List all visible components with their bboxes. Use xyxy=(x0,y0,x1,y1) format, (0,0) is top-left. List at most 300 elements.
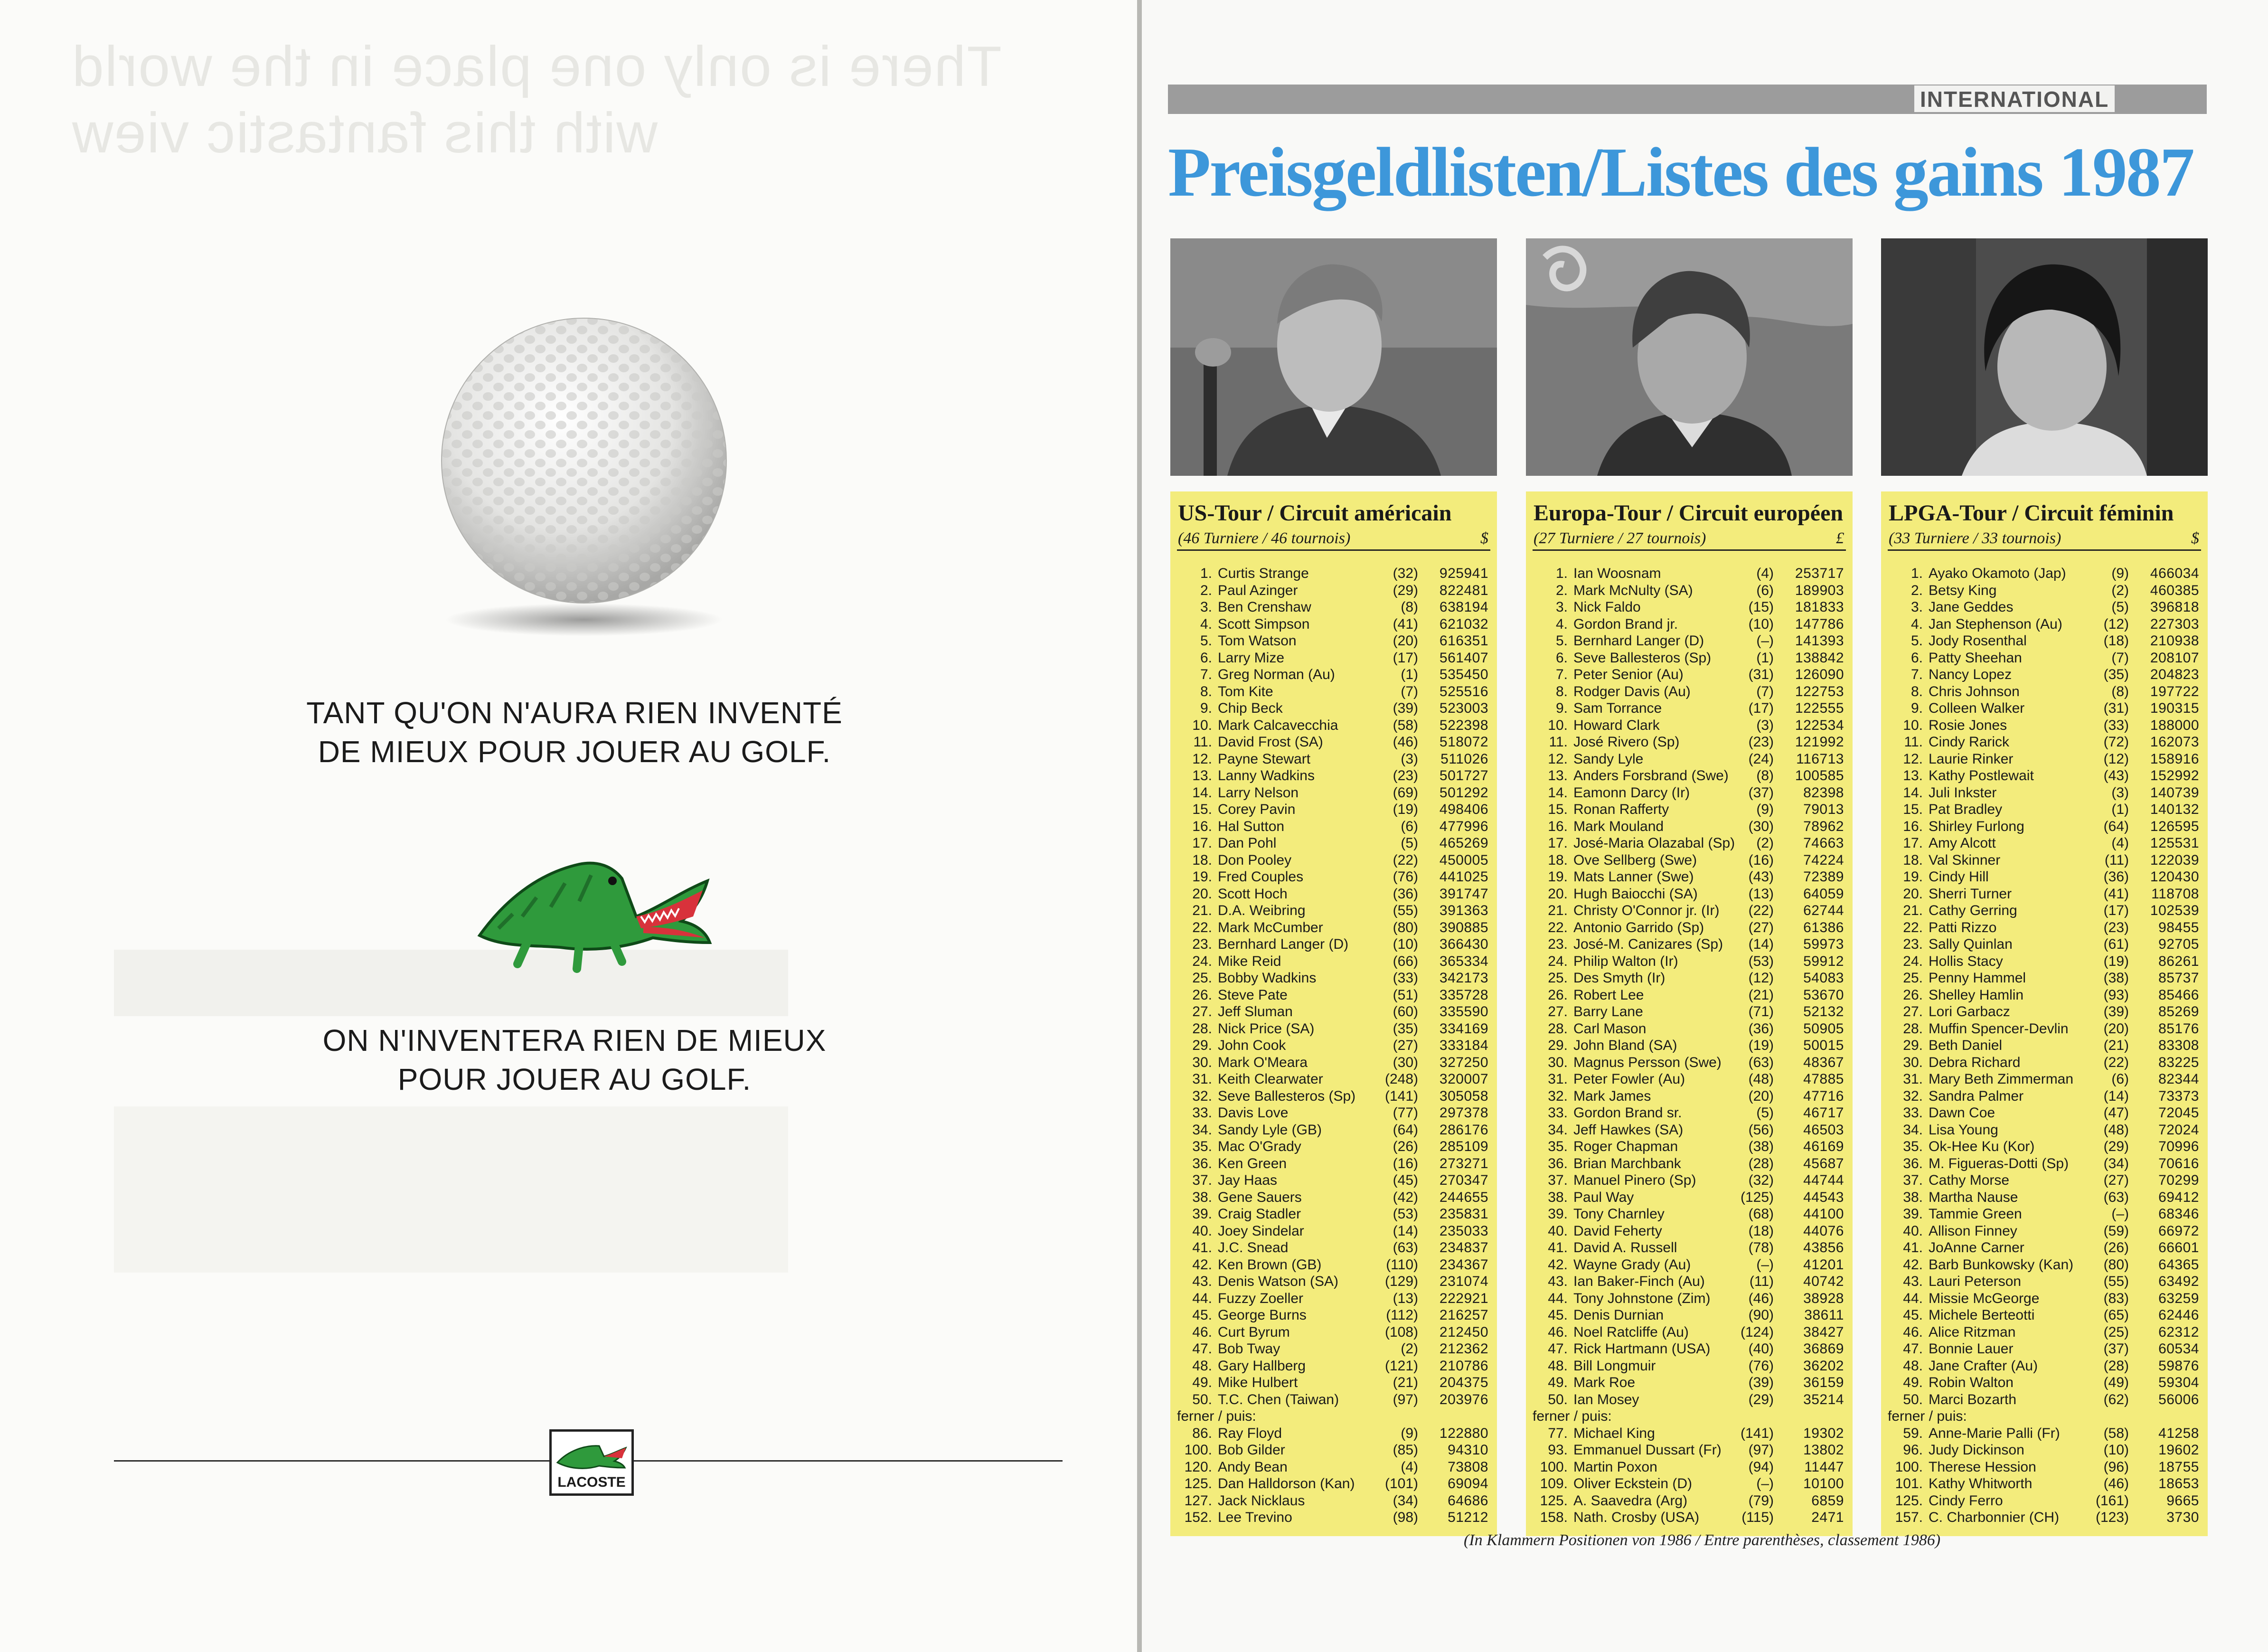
name-cell: J.C. Snead xyxy=(1218,1240,1289,1256)
name-cell: Seve Ballesteros (Sp) xyxy=(1573,650,1712,666)
previous-rank-cell: (76) xyxy=(1393,869,1418,885)
previous-rank-cell: (28) xyxy=(2103,1358,2129,1374)
table-row xyxy=(1170,1088,1497,1105)
table-row xyxy=(1170,1037,1497,1054)
table-row xyxy=(1526,717,1853,734)
rank-cell: 14. xyxy=(1192,784,1212,801)
table-row xyxy=(1170,599,1497,616)
table-row xyxy=(1170,1492,1497,1510)
separator-label: ferner / puis: xyxy=(1888,1408,1967,1424)
amount-cell: 44744 xyxy=(1803,1172,1844,1188)
previous-rank-cell: (3) xyxy=(1756,717,1774,733)
amount-cell: 244655 xyxy=(1439,1189,1488,1205)
rank-cell: 59. xyxy=(1903,1425,1923,1441)
name-cell: Rosie Jones xyxy=(1929,717,2007,733)
rank-cell: 12. xyxy=(1192,751,1212,767)
name-cell: Scott Simpson xyxy=(1218,616,1310,632)
previous-rank-cell: (125) xyxy=(1740,1189,1774,1205)
previous-rank-cell: (7) xyxy=(1756,683,1774,699)
amount-cell: 44076 xyxy=(1803,1223,1844,1239)
amount-cell: 94310 xyxy=(1448,1442,1488,1458)
rank-cell: 32. xyxy=(1192,1088,1212,1104)
table-row xyxy=(1170,1189,1497,1206)
previous-rank-cell: (36) xyxy=(1393,886,1418,902)
table-row xyxy=(1170,1509,1497,1526)
rank-cell: 125. xyxy=(1540,1492,1568,1509)
rank-cell: 7. xyxy=(1555,667,1568,682)
table-row xyxy=(1881,1206,2208,1223)
table-row xyxy=(1170,1425,1497,1442)
table-row xyxy=(1881,1492,2208,1510)
amount-cell: 335728 xyxy=(1439,987,1488,1003)
previous-rank-cell: (69) xyxy=(1393,784,1418,801)
name-cell: Peter Fowler (Au) xyxy=(1573,1071,1685,1087)
table-row xyxy=(1881,1459,2208,1476)
previous-rank-cell: (63) xyxy=(1748,1054,1774,1070)
table-row xyxy=(1881,599,2208,616)
table-row xyxy=(1526,1307,1853,1324)
amount-cell: 227303 xyxy=(2150,616,2199,632)
name-cell: Emmanuel Dussart (Fr) xyxy=(1573,1442,1722,1458)
table-row xyxy=(1526,1122,1853,1139)
table-row xyxy=(1526,734,1853,751)
amount-cell: 51212 xyxy=(1448,1510,1488,1525)
amount-cell: 54083 xyxy=(1803,970,1844,986)
rank-cell: 40. xyxy=(1903,1223,1923,1239)
rank-cell: 17. xyxy=(1903,835,1923,851)
previous-rank-cell: (55) xyxy=(2103,1274,2129,1289)
table-row xyxy=(1170,835,1497,852)
amount-cell: 40742 xyxy=(1803,1274,1844,1289)
table-row xyxy=(1170,1206,1497,1223)
name-cell: Tom Kite xyxy=(1218,683,1273,699)
previous-rank-cell: (20) xyxy=(1393,633,1418,649)
table-row xyxy=(1526,987,1853,1004)
column-rule xyxy=(1888,549,2201,551)
amount-cell: 460385 xyxy=(2150,582,2199,598)
table-row xyxy=(1170,767,1497,784)
amount-cell: 342173 xyxy=(1439,970,1488,986)
amount-cell: 36869 xyxy=(1803,1341,1844,1357)
amount-cell: 231074 xyxy=(1439,1274,1488,1289)
name-cell: Mark Mouland xyxy=(1573,818,1664,834)
amount-cell: 70616 xyxy=(2158,1155,2199,1171)
slogan-bottom: ON N'INVENTERA RIEN DE MIEUX POUR JOUER AU GOLF. xyxy=(322,1023,827,1096)
table-row xyxy=(1526,970,1853,987)
amount-cell: 396818 xyxy=(2150,599,2199,615)
rank-cell: 16. xyxy=(1548,818,1568,834)
table-row xyxy=(1881,1138,2208,1155)
previous-rank-cell: (26) xyxy=(2103,1240,2129,1256)
previous-rank-cell: (39) xyxy=(2103,1004,2129,1020)
amount-cell: 85466 xyxy=(2158,987,2199,1003)
name-cell: JoAnne Carner xyxy=(1929,1240,2024,1256)
name-cell: Beth Daniel xyxy=(1929,1038,2003,1053)
name-cell: Joey Sindelar xyxy=(1218,1223,1304,1239)
name-cell: David Feherty xyxy=(1573,1223,1662,1239)
name-cell: Ayako Okamoto (Jap) xyxy=(1929,566,2066,581)
previous-rank-cell: (37) xyxy=(2103,1341,2129,1357)
previous-rank-cell: (56) xyxy=(1748,1122,1774,1138)
rank-cell: 1. xyxy=(1555,566,1568,581)
previous-rank-cell: (248) xyxy=(1384,1071,1418,1087)
previous-rank-cell: (17) xyxy=(1748,700,1774,716)
previous-rank-cell: (77) xyxy=(1393,1105,1418,1121)
name-cell: Ok-Hee Ku (Kor) xyxy=(1929,1139,2035,1154)
previous-rank-cell: (17) xyxy=(1393,650,1418,666)
table-row xyxy=(1170,1374,1497,1391)
rank-cell: 42. xyxy=(1903,1256,1923,1273)
previous-rank-cell: (7) xyxy=(2111,650,2129,666)
name-cell: José-Maria Olazabal (Sp) xyxy=(1573,835,1735,851)
table-row xyxy=(1170,1290,1497,1307)
previous-rank-cell: (23) xyxy=(1393,768,1418,784)
previous-rank-cell: (98) xyxy=(1393,1510,1418,1525)
rank-cell: 2. xyxy=(1200,582,1212,598)
table-row xyxy=(1881,970,2208,987)
name-cell: Ian Woosnam xyxy=(1573,566,1661,581)
rank-cell: 120. xyxy=(1184,1459,1212,1475)
table-row xyxy=(1881,1273,2208,1290)
amount-cell: 74224 xyxy=(1803,852,1844,868)
amount-cell: 82344 xyxy=(2158,1071,2199,1087)
name-cell: Andy Bean xyxy=(1218,1459,1288,1475)
amount-cell: 78962 xyxy=(1803,818,1844,834)
name-cell: John Bland (SA) xyxy=(1573,1038,1677,1053)
amount-cell: 122753 xyxy=(1795,683,1844,699)
rank-cell: 46. xyxy=(1903,1324,1923,1340)
table-row xyxy=(1881,1172,2208,1189)
name-cell: Lee Trevino xyxy=(1218,1510,1292,1525)
name-cell: Cathy Gerring xyxy=(1929,903,2017,918)
table-row xyxy=(1881,1054,2208,1071)
previous-rank-cell: (60) xyxy=(1393,1004,1418,1020)
table-row xyxy=(1526,1290,1853,1307)
rank-cell: 43. xyxy=(1192,1274,1212,1289)
rank-cell: 36. xyxy=(1548,1155,1568,1171)
amount-cell: 69094 xyxy=(1448,1476,1488,1492)
previous-rank-cell: (33) xyxy=(1393,970,1418,986)
name-cell: Oliver Eckstein (D) xyxy=(1573,1476,1693,1492)
table-row xyxy=(1170,582,1497,599)
previous-rank-cell: (22) xyxy=(1393,852,1418,868)
amount-cell: 70996 xyxy=(2158,1139,2199,1154)
previous-rank-cell: (6) xyxy=(2111,1071,2129,1087)
name-cell: Hugh Baiocchi (SA) xyxy=(1573,886,1698,902)
previous-rank-cell: (90) xyxy=(1748,1307,1774,1323)
rank-cell: 46. xyxy=(1548,1324,1568,1340)
currency-symbol: £ xyxy=(1836,529,1844,547)
name-cell: Muffin Spencer-Devlin xyxy=(1929,1020,2069,1037)
previous-rank-cell: (32) xyxy=(1748,1172,1774,1188)
rank-cell: 77. xyxy=(1548,1425,1568,1441)
table-us-tour xyxy=(1170,491,1497,1536)
previous-rank-cell: (43) xyxy=(2103,768,2129,784)
table-row xyxy=(1881,1324,2208,1341)
table-row xyxy=(1881,717,2208,734)
amount-cell: 501727 xyxy=(1439,768,1488,784)
table-row xyxy=(1170,886,1497,903)
name-cell: Manuel Pinero (Sp) xyxy=(1573,1172,1696,1188)
amount-cell: 63259 xyxy=(2158,1290,2199,1306)
rank-cell: 3. xyxy=(1200,599,1212,615)
rank-cell: 41. xyxy=(1903,1240,1923,1256)
rank-cell: 7. xyxy=(1910,667,1923,682)
previous-rank-cell: (5) xyxy=(1756,1105,1774,1121)
amount-cell: 44100 xyxy=(1803,1206,1844,1222)
amount-cell: 525516 xyxy=(1439,683,1488,699)
rank-list xyxy=(1526,565,1853,1526)
amount-cell: 53670 xyxy=(1803,987,1844,1003)
name-cell: Kathy Whitworth xyxy=(1929,1476,2033,1492)
amount-cell: 44543 xyxy=(1803,1189,1844,1205)
previous-rank-cell: (38) xyxy=(1748,1139,1774,1154)
previous-rank-cell: (97) xyxy=(1393,1391,1418,1407)
name-cell: Ray Floyd xyxy=(1218,1425,1282,1441)
amount-cell: 204823 xyxy=(2150,667,2199,682)
section-label: INTERNATIONAL xyxy=(1914,85,2115,112)
name-cell: Colleen Walker xyxy=(1929,700,2025,716)
table-row xyxy=(1170,632,1497,650)
ball-shadow xyxy=(444,603,724,636)
table-row xyxy=(1881,666,2208,683)
table-row xyxy=(1881,852,2208,869)
table-row xyxy=(1526,852,1853,869)
table-row xyxy=(1881,1223,2208,1240)
previous-rank-cell: (23) xyxy=(1748,734,1774,750)
name-cell: Martin Poxon xyxy=(1573,1459,1657,1475)
table-row xyxy=(1526,582,1853,599)
amount-cell: 190315 xyxy=(2150,700,2199,716)
rank-cell: 6. xyxy=(1200,650,1212,666)
rank-cell: 33. xyxy=(1903,1105,1923,1121)
previous-rank-cell: (124) xyxy=(1740,1324,1774,1340)
previous-rank-cell: (41) xyxy=(2103,886,2129,902)
rank-cell: 20. xyxy=(1192,886,1212,902)
name-cell: Greg Norman (Au) xyxy=(1218,667,1335,682)
table-row xyxy=(1170,1307,1497,1324)
previous-rank-cell: (12) xyxy=(2103,751,2129,767)
name-cell: Lauri Peterson xyxy=(1929,1274,2022,1289)
amount-cell: 118708 xyxy=(2151,886,2199,902)
previous-rank-cell: (63) xyxy=(2103,1189,2129,1205)
amount-cell: 365334 xyxy=(1439,953,1488,969)
rank-cell: 47. xyxy=(1548,1341,1568,1357)
previous-rank-cell: (35) xyxy=(1393,1020,1418,1037)
column-subtitle: (33 Turniere / 33 tournois) xyxy=(1889,529,2061,547)
previous-rank-cell: (66) xyxy=(1393,953,1418,969)
name-cell: Bobby Wadkins xyxy=(1218,970,1317,986)
table-row xyxy=(1526,751,1853,768)
table-row xyxy=(1881,734,2208,751)
name-cell: D.A. Weibring xyxy=(1218,903,1306,918)
previous-rank-cell: (108) xyxy=(1384,1324,1418,1340)
show-through-shade xyxy=(114,1106,788,1273)
amount-cell: 235033 xyxy=(1439,1223,1488,1239)
previous-rank-cell: (43) xyxy=(1748,869,1774,885)
previous-rank-cell: (20) xyxy=(2103,1020,2129,1037)
previous-rank-cell: (101) xyxy=(1384,1476,1418,1492)
table-row xyxy=(1526,1138,1853,1155)
name-cell: T.C. Chen (Taiwan) xyxy=(1218,1391,1339,1407)
name-cell: Ken Brown (GB) xyxy=(1218,1256,1322,1273)
amount-cell: 197722 xyxy=(2150,683,2199,699)
name-cell: Bill Longmuir xyxy=(1573,1358,1656,1374)
page-gutter xyxy=(1137,0,1142,1652)
name-cell: Sandy Lyle xyxy=(1573,751,1644,767)
table-row xyxy=(1881,1340,2208,1358)
previous-rank-cell: (31) xyxy=(2103,700,2129,716)
amount-cell: 72045 xyxy=(2158,1105,2199,1121)
table-row xyxy=(1170,1071,1497,1088)
table-row xyxy=(1526,1071,1853,1088)
amount-cell: 36159 xyxy=(1803,1375,1844,1390)
name-cell: Ove Sellberg (Swe) xyxy=(1573,852,1697,868)
amount-cell: 450005 xyxy=(1439,852,1488,868)
previous-rank-cell: (21) xyxy=(2103,1038,2129,1053)
name-cell: Mark James xyxy=(1573,1088,1651,1104)
amount-cell: 286176 xyxy=(1439,1122,1488,1138)
table-row xyxy=(1170,970,1497,987)
amount-cell: 122039 xyxy=(2150,852,2199,868)
amount-cell: 234837 xyxy=(1439,1240,1488,1256)
name-cell: Roger Chapman xyxy=(1573,1139,1678,1154)
rank-cell: 100. xyxy=(1895,1459,1923,1475)
previous-rank-cell: (30) xyxy=(1393,1054,1418,1070)
table-row xyxy=(1170,987,1497,1004)
amount-cell: 6859 xyxy=(1811,1492,1844,1509)
name-cell: Fuzzy Zoeller xyxy=(1218,1290,1304,1306)
name-cell: Mike Reid xyxy=(1218,953,1281,969)
previous-rank-cell: (79) xyxy=(1748,1492,1774,1509)
rank-cell: 2. xyxy=(1555,582,1568,598)
table-row xyxy=(1881,987,2208,1004)
previous-rank-cell: (3) xyxy=(2111,784,2129,801)
table-row xyxy=(1881,1088,2208,1105)
previous-rank-cell: (83) xyxy=(2103,1290,2129,1306)
table-row xyxy=(1170,1054,1497,1071)
rank-cell: 37. xyxy=(1192,1172,1212,1188)
rank-cell: 157. xyxy=(1895,1510,1923,1525)
table-row xyxy=(1526,650,1853,667)
table-row xyxy=(1881,1307,2208,1324)
name-cell: Sandy Lyle (GB) xyxy=(1218,1122,1322,1138)
name-cell: Cathy Morse xyxy=(1929,1172,2010,1188)
name-cell: Patti Rizzo xyxy=(1929,919,1997,935)
rank-cell: 7. xyxy=(1200,667,1212,682)
previous-rank-cell: (21) xyxy=(1748,987,1774,1003)
table-row xyxy=(1170,818,1497,835)
table-row xyxy=(1881,565,2208,582)
previous-rank-cell: (30) xyxy=(1748,818,1774,834)
name-cell: Nath. Crosby (USA) xyxy=(1573,1510,1700,1525)
amount-cell: 38928 xyxy=(1803,1290,1844,1306)
amount-cell: 120430 xyxy=(2150,869,2199,885)
name-cell: Shirley Furlong xyxy=(1929,818,2024,834)
name-cell: Chip Beck xyxy=(1218,700,1283,716)
previous-rank-cell: (8) xyxy=(1401,599,1418,615)
table-row xyxy=(1170,1223,1497,1240)
amount-cell: 59876 xyxy=(2158,1358,2199,1374)
name-cell: M. Figueras-Dotti (Sp) xyxy=(1929,1155,2069,1171)
previous-rank-cell: (32) xyxy=(1393,566,1418,581)
amount-cell: 212362 xyxy=(1439,1341,1488,1357)
name-cell: Mats Lanner (Swe) xyxy=(1573,869,1694,885)
name-cell: Bob Gilder xyxy=(1218,1442,1285,1458)
table-row xyxy=(1526,784,1853,802)
table-row xyxy=(1170,1358,1497,1375)
name-cell: Denis Durnian xyxy=(1573,1307,1664,1323)
rank-cell: 101. xyxy=(1895,1476,1923,1492)
table-row xyxy=(1881,1374,2208,1391)
column-rule xyxy=(1533,549,1846,551)
amount-cell: 59912 xyxy=(1803,953,1844,969)
name-cell: Tony Johnstone (Zim) xyxy=(1573,1290,1711,1306)
rank-cell: 19. xyxy=(1548,869,1568,885)
name-cell: Carl Mason xyxy=(1573,1020,1647,1037)
previous-rank-cell: (25) xyxy=(2103,1324,2129,1340)
amount-cell: 41201 xyxy=(1803,1256,1844,1273)
name-cell: Larry Nelson xyxy=(1218,784,1299,801)
previous-rank-cell: (40) xyxy=(1748,1341,1774,1357)
rank-cell: 30. xyxy=(1903,1054,1923,1070)
previous-rank-cell: (53) xyxy=(1393,1206,1418,1222)
previous-rank-cell: (49) xyxy=(2103,1375,2129,1390)
name-cell: Dan Halldorson (Kan) xyxy=(1218,1476,1355,1492)
previous-rank-cell: (36) xyxy=(2103,869,2129,885)
rank-cell: 29. xyxy=(1548,1038,1568,1053)
previous-rank-cell: (16) xyxy=(1748,852,1774,868)
rank-cell: 32. xyxy=(1903,1088,1923,1104)
name-cell: Mary Beth Zimmerman xyxy=(1929,1071,2074,1087)
amount-cell: 116713 xyxy=(1796,751,1844,767)
amount-cell: 11447 xyxy=(1804,1459,1844,1475)
name-cell: Alice Ritzman xyxy=(1929,1324,2016,1340)
name-cell: John Cook xyxy=(1218,1038,1286,1053)
name-cell: Ronan Rafferty xyxy=(1573,802,1669,817)
amount-cell: 19302 xyxy=(1803,1425,1844,1441)
name-cell: Des Smyth (Ir) xyxy=(1573,970,1666,986)
table-row xyxy=(1881,1290,2208,1307)
previous-rank-cell: (45) xyxy=(1393,1172,1418,1188)
name-cell: George Burns xyxy=(1218,1307,1307,1323)
name-cell: Gordon Brand sr. xyxy=(1573,1105,1682,1121)
amount-cell: 83308 xyxy=(2158,1038,2199,1053)
table-row xyxy=(1170,936,1497,953)
rank-cell: 48. xyxy=(1903,1358,1923,1374)
rank-cell: 19. xyxy=(1903,869,1923,885)
rank-cell: 27. xyxy=(1548,1004,1568,1020)
rank-cell: 49. xyxy=(1548,1375,1568,1390)
table-row xyxy=(1170,868,1497,886)
rank-cell: 29. xyxy=(1192,1038,1212,1053)
name-cell: Jeff Hawkes (SA) xyxy=(1573,1122,1684,1138)
rank-cell: 36. xyxy=(1192,1155,1212,1171)
rank-cell: 10. xyxy=(1903,717,1923,733)
rank-cell: 28. xyxy=(1548,1020,1568,1037)
previous-rank-cell: (141) xyxy=(1740,1425,1774,1441)
table-row xyxy=(1170,616,1497,633)
amount-cell: 390885 xyxy=(1439,919,1488,935)
rank-cell: 28. xyxy=(1192,1020,1212,1037)
previous-rank-cell: (35) xyxy=(2103,667,2129,682)
previous-rank-cell: (6) xyxy=(1401,818,1418,834)
name-cell: Mark O'Meara xyxy=(1218,1054,1308,1070)
rank-cell: 9. xyxy=(1910,700,1923,716)
previous-rank-cell: (48) xyxy=(2103,1122,2129,1138)
rank-cell: 26. xyxy=(1192,987,1212,1003)
name-cell: Anne-Marie Palli (Fr) xyxy=(1929,1425,2060,1441)
